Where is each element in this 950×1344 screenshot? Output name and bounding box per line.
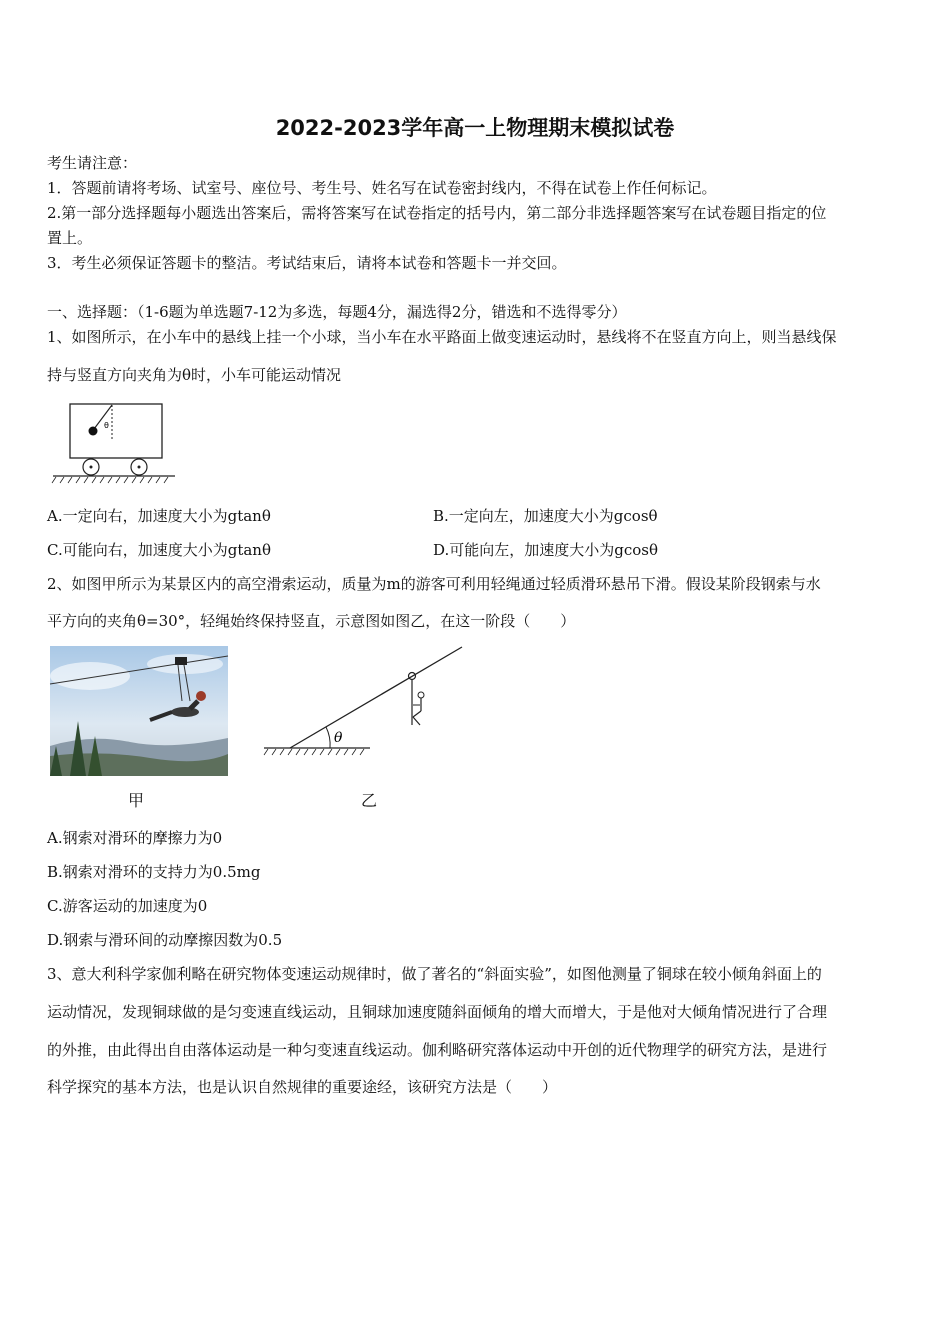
q3-stem-line1: 3、意大利科学家伽利略在研究物体变速运动规律时，做了著名的“斜面实验”，如图他测量了铜球在较小倾角斜面上的 bbox=[47, 965, 822, 983]
q1-stem-line1: 1、如图所示，在小车中的悬线上挂一个小球，当小车在水平路面上做变速运动时，悬线将不在竖直方向上，则当悬线保 bbox=[47, 328, 837, 346]
q1-option-b: B.一定向左，加速度大小为gcosθ bbox=[433, 507, 658, 525]
q2-option-b: B.钢索对滑环的支持力为0.5mg bbox=[47, 863, 261, 881]
q2-option-d: D.钢索与滑环间的动摩擦因数为0.5 bbox=[47, 931, 283, 949]
q1-option-c: C.可能向右，加速度大小为gtanθ bbox=[47, 541, 271, 559]
q2-caption-yi: 乙 bbox=[361, 791, 378, 810]
q2-zipline-photo bbox=[50, 646, 228, 776]
notice-item-2-cont: 置上。 bbox=[47, 229, 93, 247]
q1-angle-label: θ bbox=[104, 421, 109, 430]
notice-item-3: 3．考生必须保证答题卡的整洁。考试结束后，请将本试卷和答题卡一并交回。 bbox=[47, 254, 567, 272]
q1-option-a: A.一定向右，加速度大小为gtanθ bbox=[47, 507, 271, 525]
q2-option-a: A.钢索对滑环的摩擦力为0 bbox=[47, 829, 223, 847]
q2-stem-line2: 平方向的夹角θ=30°，轻绳始终保持竖直，示意图如图乙，在这一阶段（ ） bbox=[47, 612, 576, 630]
notice-heading: 考生请注意： bbox=[47, 154, 138, 172]
q1-stem-line2: 持与竖直方向夹角为θ时，小车可能运动情况 bbox=[47, 366, 342, 384]
q1-option-d: D.可能向左，加速度大小为gcosθ bbox=[433, 541, 659, 559]
page-title: 2022-2023学年高一上物理期末模拟试卷 bbox=[275, 116, 675, 140]
section-heading: 一、选择题：（1-6题为单选题7-12为多选，每题4分，漏选得2分，错选和不选得零分） bbox=[47, 303, 627, 321]
q2-angle-label: θ bbox=[334, 730, 343, 746]
q2-option-c: C.游客运动的加速度为0 bbox=[47, 897, 208, 915]
q3-stem-line4: 科学探究的基本方法，也是认识自然规律的重要途经，该研究方法是（ ） bbox=[47, 1078, 558, 1096]
notice-item-1: 1．答题前请将考场、试室号、座位号、考生号、姓名写在试卷密封线内，不得在试卷上作任何标记。 bbox=[47, 179, 717, 197]
q2-stem-line1: 2、如图甲所示为某景区内的高空滑索运动，质量为m的游客可利用轻绳通过轻质滑环悬吊下滑。假设某阶段钢索与水 bbox=[47, 575, 821, 593]
q3-stem-line3: 的外推，由此得出自由落体运动是一种匀变速直线运动。伽利略研究落体运动中开创的近代物理学的研究方法，是进行 bbox=[47, 1041, 828, 1059]
q2-incline-diagram bbox=[262, 645, 467, 760]
q2-caption-jia: 甲 bbox=[128, 791, 145, 810]
notice-item-2: 2.第一部分选择题每小题选出答案后，需将答案写在试卷指定的括号内，第二部分非选择题答案写在试卷题目指定的位 bbox=[47, 204, 827, 222]
q3-stem-line2: 运动情况，发现铜球做的是匀变速直线运动，且铜球加速度随斜面倾角的增大而增大，于是他对大倾角情况进行了合理 bbox=[47, 1003, 828, 1021]
q1-cart-figure bbox=[50, 400, 180, 492]
